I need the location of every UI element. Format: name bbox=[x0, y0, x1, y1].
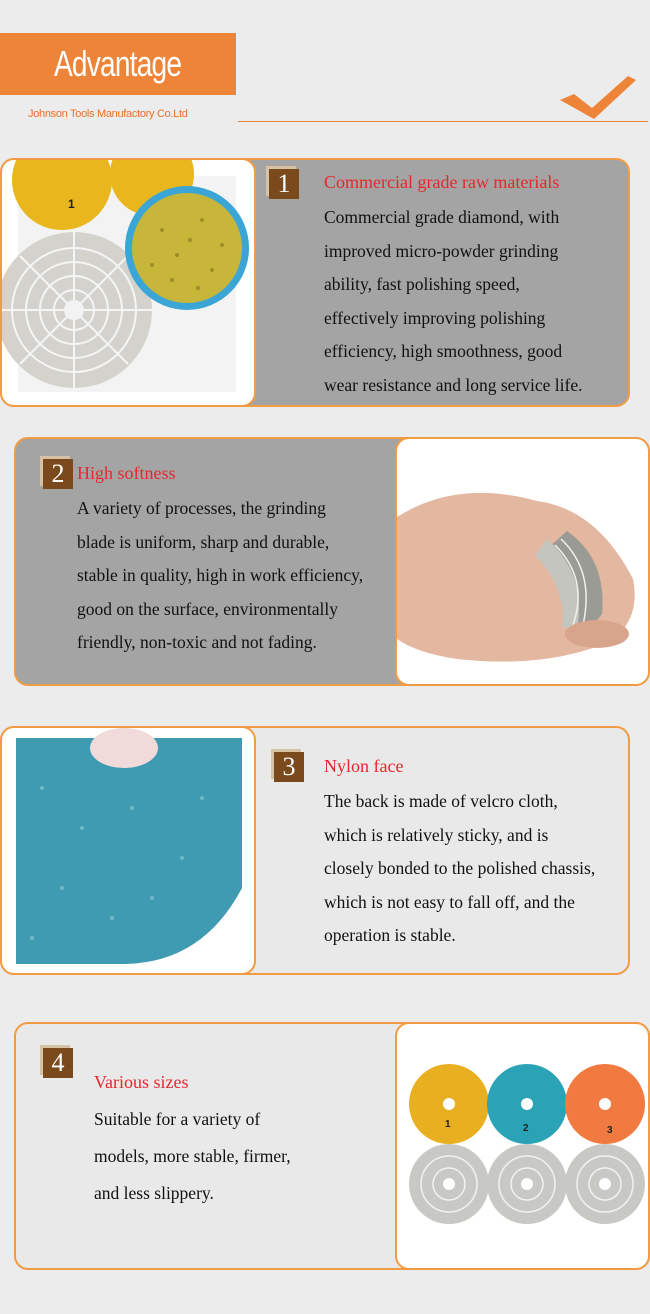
section-2-number: 2 bbox=[43, 459, 73, 489]
section-3-photo bbox=[0, 726, 256, 975]
section-1-photo bbox=[0, 158, 256, 407]
section-2-heading: High softness bbox=[77, 463, 176, 483]
section-4-number: 4 bbox=[43, 1048, 73, 1078]
section-2-photo bbox=[395, 437, 650, 686]
svg-text:1: 1 bbox=[68, 197, 75, 211]
section-1-heading: Commercial grade raw materials bbox=[324, 172, 560, 192]
section-2-body: A variety of processes, the grinding blade is uniform, sharp and durable, stable in quality, high in work efficiency, good on the surface, environmentally friendly, non-toxic and not fading. bbox=[77, 498, 364, 652]
section-4-heading: Various sizes bbox=[94, 1072, 189, 1092]
pad-label-2: 2 bbox=[523, 1123, 529, 1134]
company-name: Johnson Tools Manufactory Co.Ltd bbox=[28, 108, 188, 120]
section-1-number: 1 bbox=[269, 169, 299, 199]
pad-label-1: 1 bbox=[445, 1119, 451, 1130]
checkmark-icon bbox=[558, 72, 638, 122]
pad-label-3: 3 bbox=[607, 1125, 613, 1136]
section-1-body: Commercial grade diamond, with improved micro-powder grinding ability, fast polishing speed, effectively improving polishing efficiency, high smoothness, good wear resistance and long service life. bbox=[324, 207, 583, 395]
page-title: Advantage bbox=[54, 43, 182, 84]
section-4-photo bbox=[395, 1022, 650, 1270]
header-banner bbox=[0, 33, 236, 95]
section-4-body: Suitable for a variety of models, more stable, firmer, and less slippery. bbox=[94, 1109, 291, 1203]
section-3-number: 3 bbox=[274, 752, 304, 782]
section-3-heading: Nylon face bbox=[324, 756, 404, 776]
section-3-body: The back is made of velcro cloth, which is relatively sticky, and is closely bonded to the polished chassis, which is not easy to fall off, and the operation is stable. bbox=[324, 791, 596, 945]
